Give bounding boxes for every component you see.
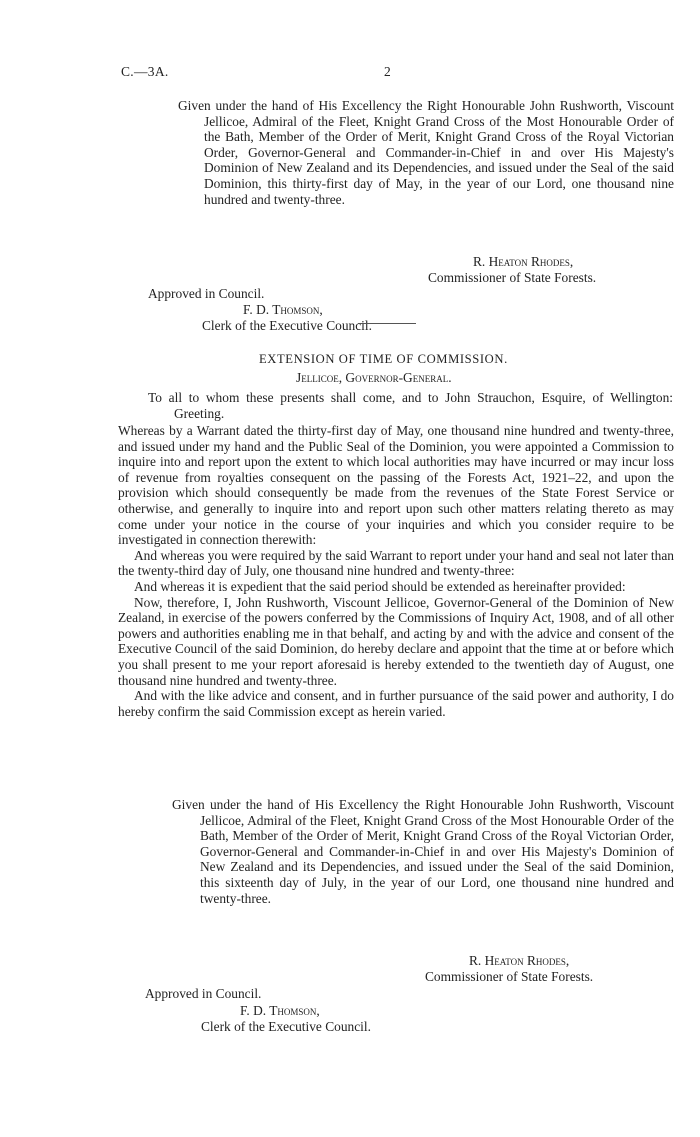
section-heading: EXTENSION OF TIME OF COMMISSION. [259, 352, 508, 366]
whereas-paragraph-2: And whereas you were required by the said Warrant to report under your hand and seal not later than the twenty-third day of July, one thousand nine hundred and twenty-three: [118, 547, 674, 579]
document-reference: C.—3A. [121, 64, 169, 79]
given-under-paragraph-2 [172, 797, 674, 906]
clerk-name-1: F. D. Thomson, [243, 302, 323, 317]
whereas-paragraph-3: And whereas it is expedient that the said period should be extended as hereinafter provided: [134, 578, 626, 594]
clerk-title-2: Clerk of the Executive Council. [201, 1019, 371, 1034]
recitals-body [118, 423, 674, 719]
signatory-name-2: R. Heaton Rhodes, [469, 953, 570, 968]
governor-line: Jellicoe, Governor-General. [296, 370, 452, 385]
whereas-paragraph-1: Whereas by a Warrant dated the thirty-first day of May, one thousand nine hundred and twenty-three, and issued under my hand and the Public Seal of the Dominion, you were appointed a Commission to inquire into and report upon the extent to which local authorities may have incurred or may incur loss of revenue from royalties consequent on the passing of the Forests Act, 1921–22, and upon the provision which should consequently be made from the revenues of the State Forest Service or otherwise, and generally to inquire into and report upon such other matters relating thereto as may come under your notice in the course of your inquiries and which you consider require to be investigated in connection therewith: [118, 423, 674, 548]
given-under-text-1: Given under the hand of His Excellency the Right Honourable John Rushworth, Viscount Jellicoe, Admiral of the Fleet, Knight Grand Cross of the Most Honourable Order of the Bath, Member of the Order of Merit, Knight Grand Cross of the Royal Victorian Order, Governor-General and Commander-in-Chief in and over His Majesty's Dominion of New Zealand and its Dependencies, and issued under the Seal of the said Dominion, this thirty-first day of May, in the year of our Lord, one thousand nine hundred and twenty-three. [178, 98, 674, 207]
section-divider [358, 323, 416, 324]
address-paragraph [148, 390, 673, 421]
clerk-name-2: F. D. Thomson, [240, 1003, 320, 1018]
confirm-paragraph: And with the like advice and consent, and in further pursuance of the said power and authority, I do hereby confirm the said Commission except as herein varied. [118, 688, 674, 719]
signatory-title-2: Commissioner of State Forests. [425, 969, 594, 984]
signatory-name-1: R. Heaton Rhodes, [473, 254, 574, 269]
clerk-title-1: Clerk of the Executive Council. [202, 318, 372, 333]
now-therefore-paragraph: Now, therefore, I, John Rushworth, Viscount Jellicoe, Governor-General of the Dominion of New Zealand, in exercise of the powers conferred by the Commissions of Inquiry Act, 1908, and of all other powers and authorities enabling me in that behalf, and acting by and with the advice and consent of the Executive Council of the said Dominion, do hereby declare and appoint that the time at or before which you shall present to me your report aforesaid is hereby extended to the twentieth day of August, one thousand nine hundred and twenty-three. [118, 594, 674, 688]
signatory-title-1: Commissioner of State Forests. [428, 270, 597, 285]
given-under-paragraph-1 [178, 98, 674, 207]
given-under-text-2: Given under the hand of His Excellency the Right Honourable John Rushworth, Viscount Jellicoe, Admiral of the Fleet, Knight Grand Cross of the Most Honourable Order of the Bath, Member of the Order of Merit, Knight Grand Cross of the Royal Victorian Order, Governor-General and Commander-in-Chief in and over His Majesty's Dominion of New Zealand and its Dependencies, and issued under the Seal of the said Dominion, this sixteenth day of July, in the year of our Lord, one thousand nine hundred and twenty-three. [172, 797, 674, 906]
address-text: To all to whom these presents shall come, and to John Strauchon, Esquire, of Wellington: Greeting. [148, 390, 673, 421]
approved-in-council-2: Approved in Council. [145, 986, 262, 1001]
page-number: 2 [384, 64, 391, 79]
approved-in-council-1: Approved in Council. [148, 286, 265, 301]
